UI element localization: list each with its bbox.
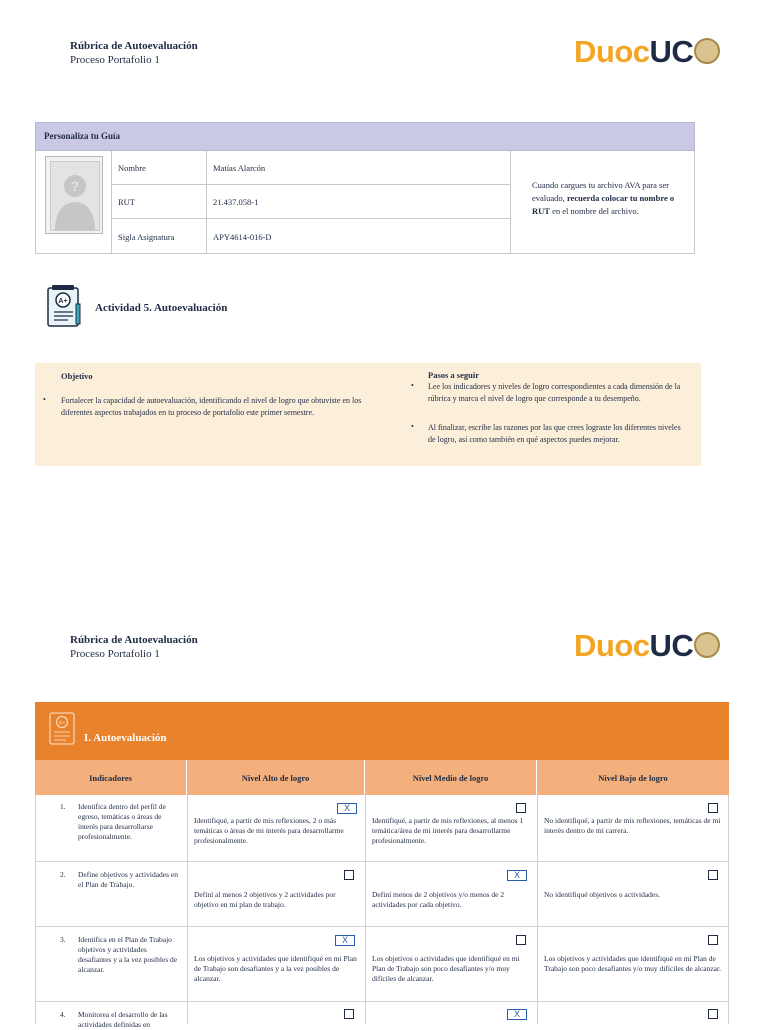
table-border — [365, 795, 366, 1024]
step-item-2: Al finalizar, escribe las razones por las que crees lograste los diferentes niveles de logro, así como también en qué aspectos puedes mejorar. — [428, 423, 681, 445]
field-label-rut: RUT — [111, 185, 206, 219]
checkbox-high[interactable] — [344, 870, 354, 880]
section-band — [35, 702, 729, 760]
step-item-1: Lee los indicadores y niveles de logro correspondientes a cada dimensión de la rúbrica y marca el nivel de logro que corresponde a tu desempeño. — [428, 382, 681, 404]
row-divider — [35, 861, 729, 862]
checkbox-low[interactable] — [708, 935, 718, 945]
grade-document-icon — [46, 284, 84, 328]
steps-heading: Pasos a seguir — [428, 370, 479, 380]
row-divider — [35, 926, 729, 927]
checkbox-high[interactable]: X — [335, 935, 355, 946]
field-value-sigla: APY4614-016-D — [206, 219, 510, 254]
checkbox-high[interactable] — [344, 1009, 354, 1019]
desc-low: No identifiqué, a partir de mis reflexiones, temáticas de mi interés dentro de mi carrera. — [544, 816, 721, 835]
field-value-rut: 21.437.058-1 — [206, 185, 510, 219]
objective-heading: Objetivo — [61, 371, 93, 381]
section-title: I. Autoevaluación — [84, 732, 167, 744]
svg-text:A+: A+ — [58, 298, 68, 305]
desc-high: Definí al menos 2 objetivos y 2 actividades por objetivo en mi plan de trabajo. — [194, 890, 336, 909]
field-label-name: Nombre — [111, 151, 206, 185]
duoc-uc-logo-2: DuocUC — [574, 628, 720, 664]
user-silhouette-icon — [51, 162, 99, 230]
checkbox-medium[interactable]: X — [507, 870, 527, 881]
desc-high: Los objetivos y actividades que identifiqué en mi Plan de Trabajo son desafiantes y a la vez posibles de alcanzar. — [194, 954, 357, 983]
table-border — [537, 795, 538, 1024]
column-header-medium: Nivel Medio de logro — [365, 760, 537, 795]
field-label-sigla: Sigla Asignatura — [111, 219, 206, 254]
desc-low: No identifiqué objetivos o actividades. — [544, 890, 661, 899]
desc-medium: Identifiqué, a partir de mis reflexiones, al menos 1 temática/área de mi interés para desarrollarme profesionalmente. — [372, 816, 524, 845]
duoc-uc-logo: DuocUC — [574, 34, 720, 70]
seal-icon — [694, 632, 720, 658]
guide-header: Personaliza tu Guía — [35, 122, 695, 151]
bullet-icon: • — [411, 422, 414, 431]
row-divider — [35, 1001, 729, 1002]
upload-note: Cuando cargues tu archivo AVA para ser evaluado, recuerda colocar tu nombre o RUT en el nombre del archivo. — [510, 151, 695, 254]
svg-text:?: ? — [70, 178, 80, 194]
table-border — [187, 795, 188, 1024]
checkbox-high[interactable]: X — [337, 803, 357, 814]
table-border — [35, 795, 36, 1024]
grade-document-icon — [48, 710, 78, 746]
activity-title: Actividad 5. Autoevaluación — [95, 302, 228, 314]
column-header-low: Nivel Bajo de logro — [537, 760, 729, 795]
checkbox-low[interactable] — [708, 803, 718, 813]
checkbox-low[interactable] — [708, 1009, 718, 1019]
header-title-2: Rúbrica de Autoevaluación — [70, 634, 198, 646]
photo-placeholder — [45, 156, 103, 234]
svg-text:A+: A+ — [58, 720, 66, 727]
header-subtitle: Proceso Portafolio 1 — [70, 54, 160, 66]
checkbox-medium[interactable] — [516, 935, 526, 945]
seal-icon — [694, 38, 720, 64]
desc-medium: Definí menos de 2 objetivos y/o menos de 2 actividades por cada objetivo. — [372, 890, 505, 909]
desc-medium: Los objetivos o actividades que identifiqué en mi Plan de Trabajo son poco desafiantes y/o muy difíciles de alcanzar. — [372, 954, 520, 983]
column-header-indicators: Indicadores — [35, 760, 187, 795]
desc-high: Identifiqué, a partir de mis reflexiones, 2 o más temáticas o áreas de mi interés para desarrollarme profesionalmente. — [194, 816, 344, 845]
checkbox-medium[interactable]: X — [507, 1009, 527, 1020]
table-border — [728, 795, 729, 1024]
header-subtitle-2: Proceso Portafolio 1 — [70, 648, 160, 660]
checkbox-medium[interactable] — [516, 803, 526, 813]
bullet-icon: • — [411, 381, 414, 390]
desc-low: Los objetivos y actividades que identifiqué en mi Plan de Trabajo son poco desafiantes y/o muy difíciles de alcanzar. — [544, 954, 721, 973]
objective-text: Fortalecer la capacidad de autoevaluación, identificando el nivel de logro que obtuviste en los diferentes aspectos trabajados en tu proceso de portafolio este primer semestre. — [61, 396, 362, 418]
checkbox-low[interactable] — [708, 870, 718, 880]
column-header-high: Nivel Alto de logro — [187, 760, 365, 795]
bullet-icon: • — [43, 395, 46, 404]
header-title: Rúbrica de Autoevaluación — [70, 40, 198, 52]
field-value-name: Matías Alarcón — [206, 151, 510, 185]
